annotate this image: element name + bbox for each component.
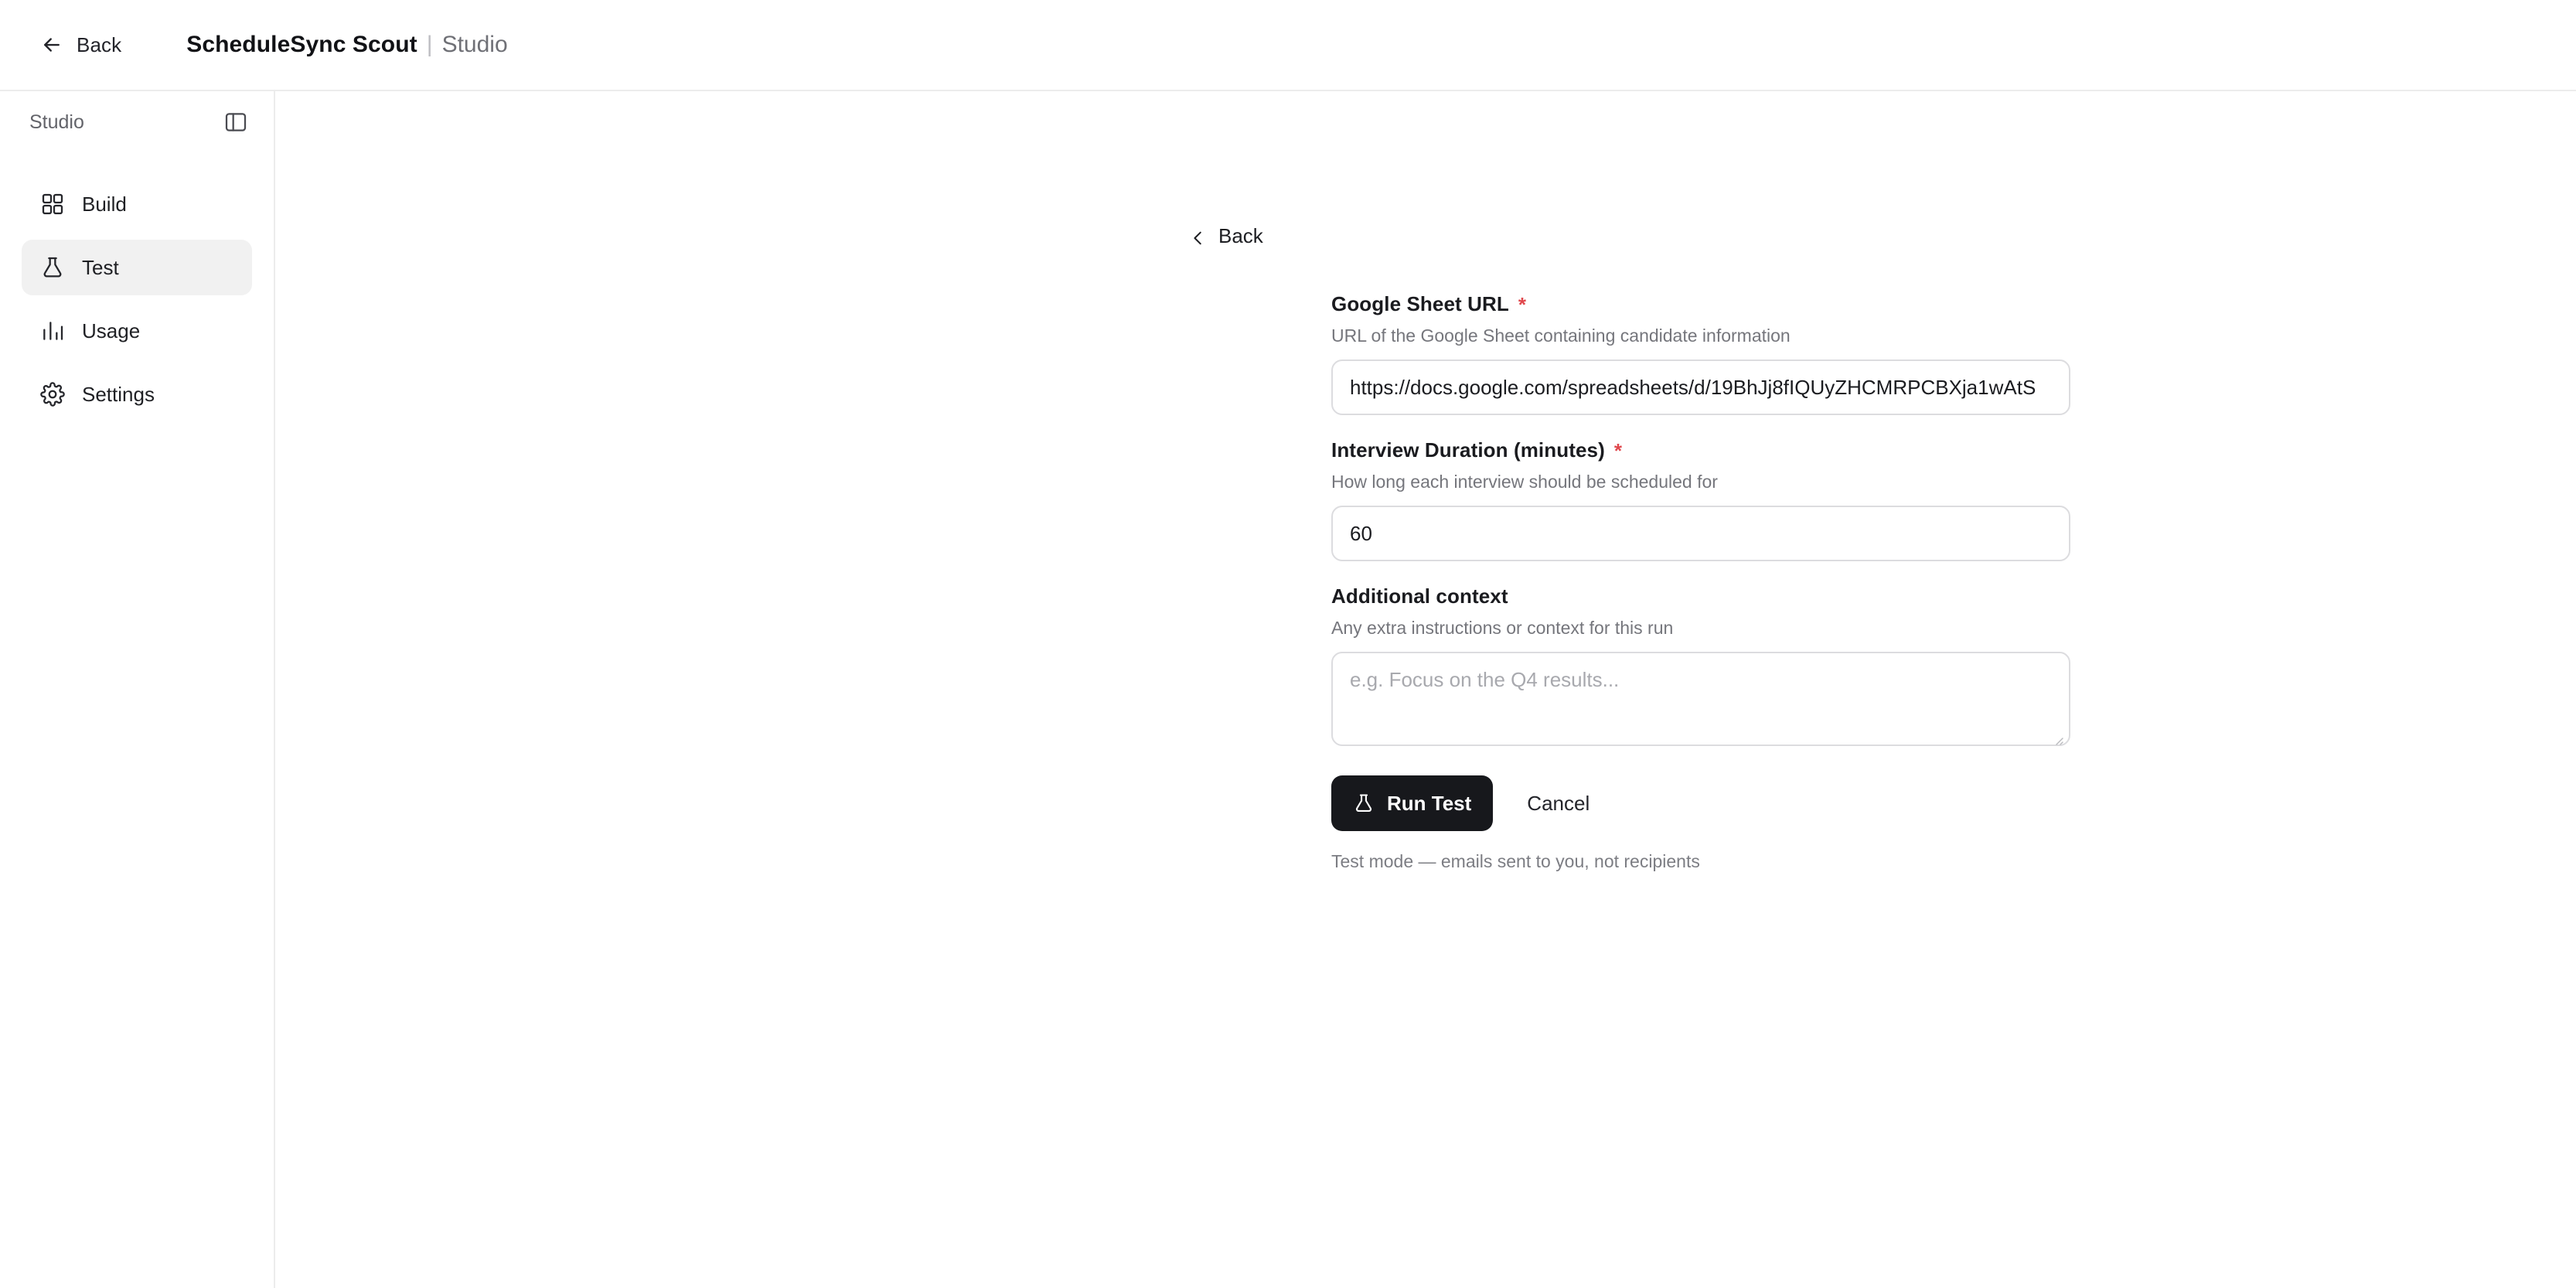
field-help-text: Any extra instructions or context for this run	[1331, 618, 1674, 638]
field-help-text: How long each interview should be scheduled for	[1331, 472, 1718, 492]
cancel-button[interactable]	[1510, 775, 1607, 831]
page-title	[186, 32, 507, 58]
required-marker: *	[1518, 292, 1527, 316]
toggle-panel-icon[interactable]	[223, 110, 248, 135]
top-bar	[0, 0, 2576, 91]
form-back-label: Back	[1218, 224, 1263, 247]
resize-handle-icon[interactable]	[2052, 727, 2064, 740]
app-name: ScheduleSync Scout	[186, 32, 417, 57]
grid-icon	[40, 192, 65, 216]
title-section: Studio	[441, 32, 508, 57]
test-mode-note: Test mode — emails sent to you, not recipients	[1331, 851, 1700, 871]
sidebar-title: Studio	[29, 111, 84, 133]
bar-chart-icon	[40, 319, 65, 343]
field-interview-duration	[1331, 438, 2070, 561]
gear-icon	[40, 382, 65, 407]
required-marker: *	[1613, 438, 1623, 462]
title-separator: |	[426, 32, 433, 57]
field-label	[1331, 584, 2070, 608]
chevron-left-icon	[1190, 228, 1207, 245]
sidebar-item-settings[interactable]	[22, 366, 252, 422]
sidebar-item-build[interactable]	[22, 176, 252, 232]
run-test-button[interactable]	[1331, 775, 1493, 831]
flask-icon	[40, 255, 65, 280]
sidebar-item-label: Test	[82, 255, 119, 279]
flask-icon	[1353, 792, 1375, 814]
sidebar-nav	[0, 176, 274, 422]
field-label-text: Additional context	[1331, 584, 1508, 608]
additional-context-textarea[interactable]	[1331, 652, 2070, 746]
sidebar-header	[0, 91, 274, 153]
form-actions	[1331, 775, 2070, 831]
form-back-button[interactable]	[1190, 224, 1263, 248]
body	[0, 91, 2576, 1288]
arrow-left-icon	[40, 33, 63, 56]
sidebar-item-test[interactable]	[22, 240, 252, 295]
field-google-sheet-url	[1331, 292, 2070, 415]
main-content	[275, 91, 2576, 1288]
field-additional-context	[1331, 584, 2070, 746]
field-label-text: Interview Duration (minutes)	[1331, 438, 1605, 462]
additional-context-placeholder: e.g. Focus on the Q4 results...	[1350, 668, 1620, 691]
field-label	[1331, 438, 2070, 462]
test-run-form	[1331, 292, 2070, 872]
sidebar-item-label: Settings	[82, 382, 155, 406]
sidebar-item-usage[interactable]	[22, 303, 252, 359]
field-help-text: URL of the Google Sheet containing candidate information	[1331, 325, 1791, 346]
sidebar	[0, 91, 275, 1288]
top-back-label: Back	[77, 32, 122, 56]
google-sheet-url-input[interactable]: https://docs.google.com/spreadsheets/d/19BhJj8fIQUyZHCMRPCBXja1wAtS	[1331, 359, 2070, 415]
sidebar-item-label: Usage	[82, 319, 141, 342]
field-label	[1331, 292, 2070, 316]
sidebar-item-label: Build	[82, 192, 127, 216]
top-back-button[interactable]	[40, 33, 121, 57]
cancel-label: Cancel	[1527, 791, 1590, 815]
run-test-label: Run Test	[1387, 791, 1472, 815]
interview-duration-input[interactable]: 60	[1331, 506, 2070, 561]
field-label-text: Google Sheet URL	[1331, 292, 1509, 315]
